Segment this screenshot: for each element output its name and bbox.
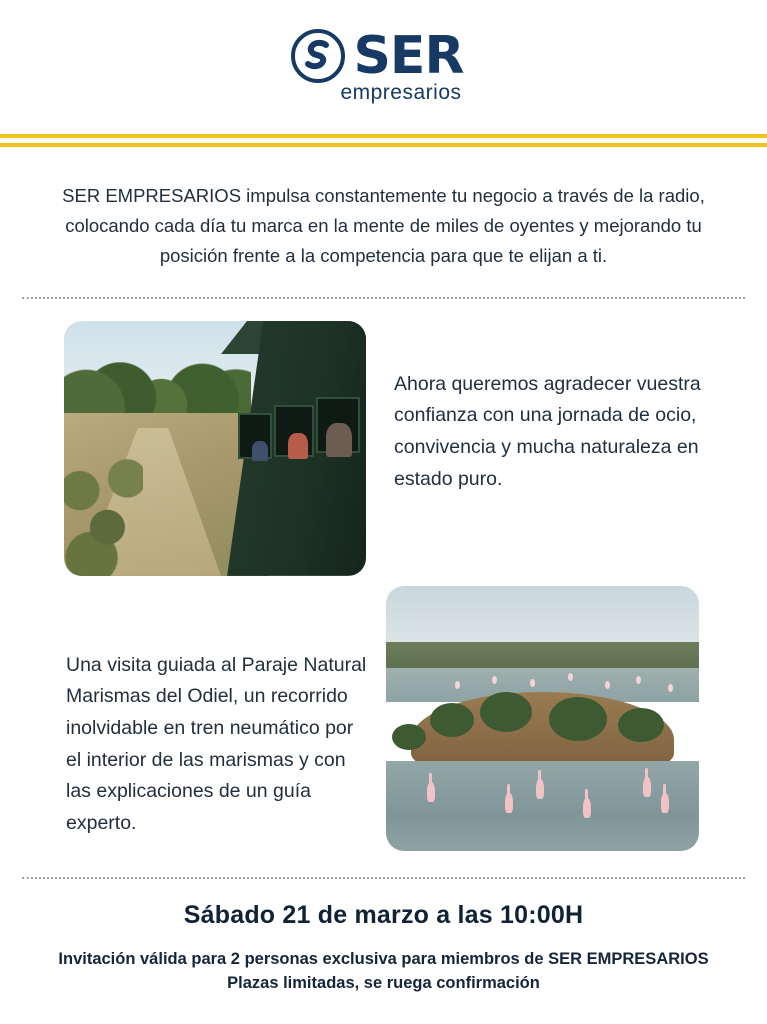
content-block-visit xyxy=(0,586,767,851)
divider-1 xyxy=(22,297,745,299)
invitation-terms xyxy=(30,948,737,996)
header xyxy=(0,0,767,134)
visit-text: Una visita guiada al Paraje Natural Marismas del Odiel, un recorrido inolvidable en tren neumático por el interior de las marismas y con las explicaciones de un guía experto. xyxy=(66,653,367,834)
flamingos-marshes-photo xyxy=(386,586,699,851)
train-tour-photo xyxy=(64,321,366,576)
invitation-terms-line2: Plazas limitadas, se ruega confirmación xyxy=(227,973,540,992)
logo-tagline: empresarios xyxy=(340,81,462,104)
invitation-terms-line1: Invitación válida para 2 personas exclusiva para miembros de SER EMPRESARIOS xyxy=(58,949,709,968)
logo-row xyxy=(291,26,464,86)
event-date: Sábado 21 de marzo a las 10:00H xyxy=(183,900,584,929)
logo-wordmark: SER xyxy=(353,26,464,86)
ser-spiral-logo-icon xyxy=(291,29,345,83)
content-block-thanks xyxy=(0,321,767,576)
thanks-text: Ahora queremos agradecer vuestra confianza con una jornada de ocio, convivencia y mucha naturaleza en estado puro. xyxy=(394,372,701,490)
intro-paragraph: SER EMPRESARIOS impulsa constantemente tu negocio a través de la radio, colocando cada día tu marca en la mente de miles de oyentes y mejorando tu posición frente a la competencia para que te elijan a ti. xyxy=(62,185,705,266)
ser-empresarios-logo xyxy=(291,26,464,105)
footer xyxy=(0,879,767,996)
